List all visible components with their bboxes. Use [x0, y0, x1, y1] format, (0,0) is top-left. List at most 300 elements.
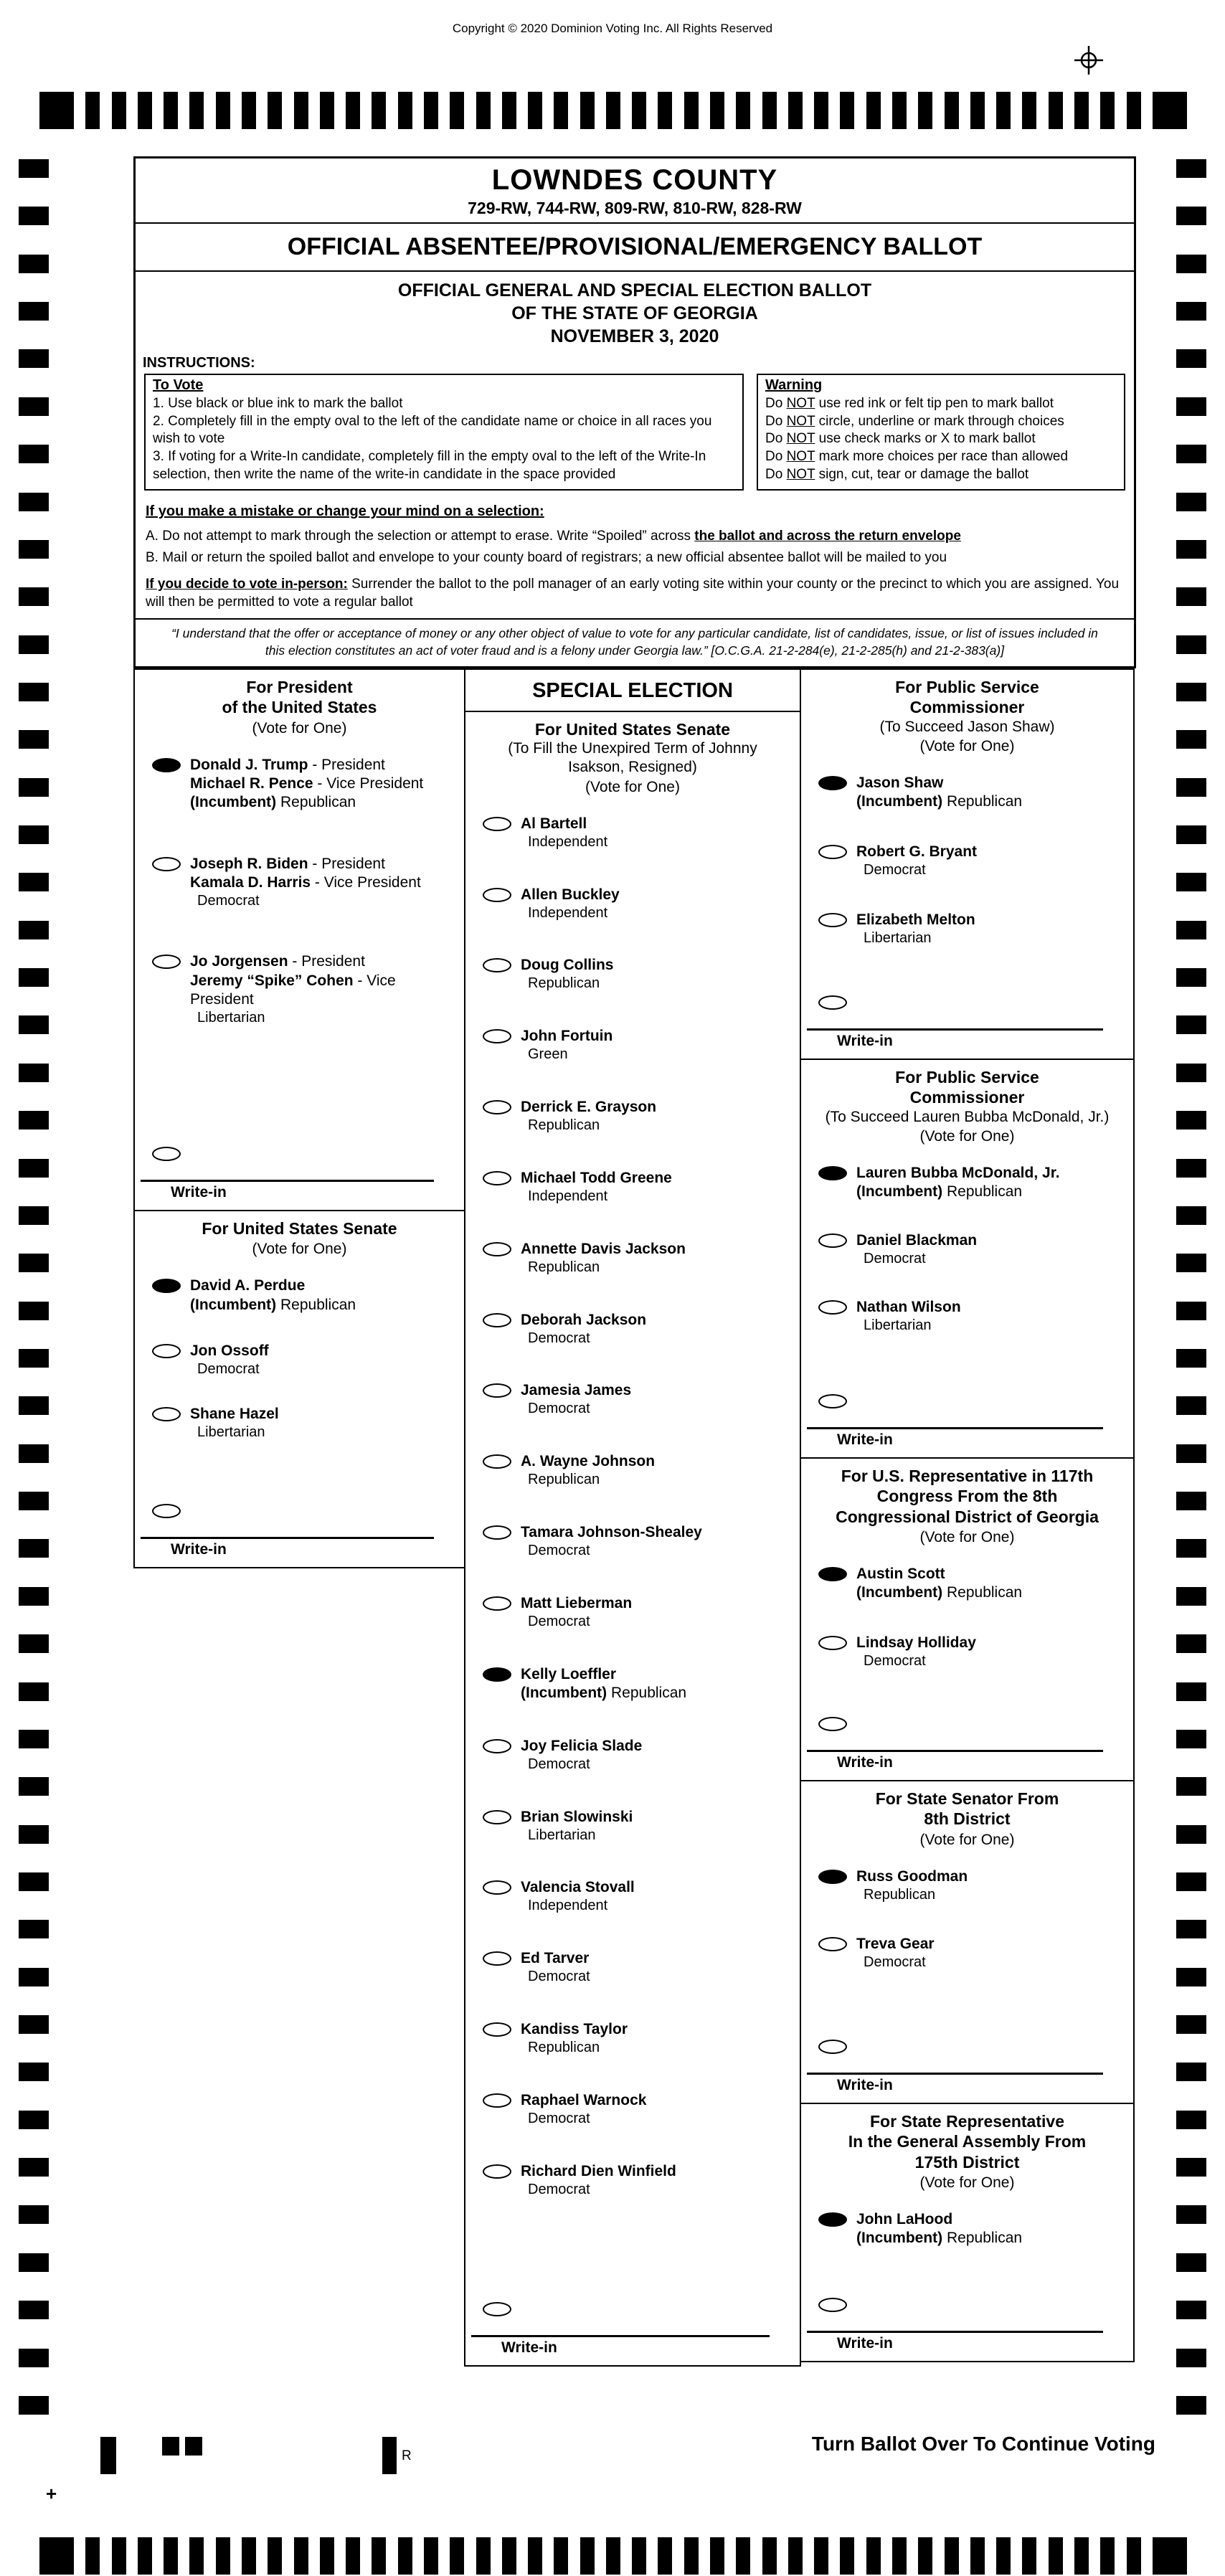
- candidate-info: [521, 2162, 676, 2199]
- timing-mark: [19, 255, 49, 273]
- timing-mark: [320, 92, 334, 129]
- race-title-line: In the General Assembly From: [848, 2132, 1087, 2151]
- candidate-party: Libertarian: [528, 1827, 596, 1843]
- timing-mark: [918, 92, 932, 129]
- candidate-name-line: (Incumbent) Republican: [856, 1183, 1023, 1201]
- ballot-code-mark: [185, 2437, 202, 2456]
- write-in-oval[interactable]: [152, 1147, 181, 1161]
- candidate-name-line: David A. Perdue: [190, 1277, 306, 1294]
- candidate-name-line: Russ Goodman: [856, 1867, 968, 1885]
- candidate-info: [521, 1452, 655, 1489]
- timing-mark: [372, 92, 386, 129]
- registration-plus-mark: +: [46, 2483, 57, 2504]
- race-title-line: For U.S. Representative in 117th: [841, 1467, 1094, 1486]
- timing-mark: [19, 1539, 49, 1558]
- write-in-line[interactable]: [807, 2073, 1103, 2075]
- timing-mark: [1049, 2537, 1063, 2575]
- candidate-party: Republican: [528, 1117, 600, 1134]
- mistake-step-b: B. Mail or return the spoiled ballot and envelope to your county board of registrars; a new official absentee ballot will be mailed to you: [146, 550, 947, 566]
- timing-mark: [19, 1587, 49, 1606]
- timing-mark: [19, 683, 49, 701]
- candidate-oval[interactable]: [818, 1870, 847, 1884]
- candidate-info: [521, 1878, 635, 1915]
- candidate-info: [521, 2020, 628, 2057]
- timing-mark: [658, 92, 672, 129]
- timing-mark: [112, 92, 126, 129]
- timing-mark: [554, 2537, 568, 2575]
- write-in-line[interactable]: [807, 1028, 1103, 1031]
- candidate-party: Independent: [528, 1188, 608, 1204]
- timing-mark: [996, 92, 1011, 129]
- timing-mark: [19, 2349, 49, 2367]
- candidate-name-line: Michael Todd Greene: [521, 1169, 672, 1186]
- candidate-oval[interactable]: [483, 817, 511, 831]
- write-in-line[interactable]: [141, 1537, 434, 1539]
- candidate-oval[interactable]: [483, 1383, 511, 1398]
- race-header: [801, 670, 1133, 755]
- timing-mark: [19, 1159, 49, 1178]
- candidate-oval[interactable]: [483, 2022, 511, 2037]
- candidate-name-line: John Fortuin: [521, 1028, 613, 1045]
- candidate-row: [152, 1342, 460, 1378]
- to-vote-instruction: 3. If voting for a Write-In candidate, completely fill in the empty oval to the left of the Write-In selection, then write the name of the write-in candidate in the space provided: [153, 449, 706, 482]
- timing-mark: [19, 445, 49, 463]
- spacer: [801, 1701, 1133, 1715]
- candidate-oval[interactable]: [483, 1029, 511, 1043]
- timing-mark: [1176, 1111, 1206, 1130]
- timing-mark: [996, 2537, 1011, 2575]
- candidate-name-line: (Incumbent) Republican: [856, 1583, 1023, 1601]
- timing-mark: [346, 2537, 360, 2575]
- write-in-line[interactable]: [807, 1750, 1103, 1752]
- timing-mark: [268, 92, 282, 129]
- timing-mark: [1153, 2537, 1187, 2575]
- candidate-party: Libertarian: [864, 1317, 932, 1334]
- ballot-column-3: [800, 668, 1135, 2362]
- timing-mark: [19, 968, 49, 987]
- candidate-party: Democrat: [864, 1652, 926, 1669]
- vote-for-instruction: (Vote for One): [919, 738, 1015, 755]
- candidate-name-line: Nathan Wilson: [856, 1299, 961, 1316]
- candidate-name-line: (Incumbent) Republican: [190, 793, 356, 810]
- candidate-info: [856, 843, 977, 879]
- candidate-name-line: Jamesia James: [521, 1382, 632, 1399]
- candidate-name-line: (Incumbent) Republican: [856, 793, 1023, 810]
- timing-mark: [788, 92, 803, 129]
- candidate-oval[interactable]: [818, 2212, 847, 2227]
- candidate-name-line: Ed Tarver: [521, 1950, 590, 1967]
- write-in-row: [818, 2296, 1129, 2312]
- timing-mark: [398, 92, 412, 129]
- race-header: [801, 1781, 1133, 1848]
- write-in-oval[interactable]: [818, 995, 847, 1010]
- warning-title: Warning: [765, 377, 823, 393]
- timing-mark: [1176, 1349, 1206, 1368]
- candidate-name-line: Al Bartell: [521, 815, 587, 832]
- candidate-info: [856, 1867, 968, 1904]
- candidate-party: Democrat: [528, 2110, 590, 2126]
- timing-mark: [19, 1634, 49, 1653]
- race: [465, 712, 800, 2365]
- write-in-line[interactable]: [807, 1427, 1103, 1429]
- precinct-list: 729-RW, 744-RW, 809-RW, 810-RW, 828-RW: [468, 199, 802, 217]
- write-in-oval[interactable]: [483, 2302, 511, 2316]
- candidate-row: [483, 2162, 795, 2199]
- timing-mark: [242, 92, 256, 129]
- candidate-name-line: Kandiss Taylor: [521, 2021, 628, 2038]
- warning-instruction: Do NOT sign, cut, tear or damage the ballot: [765, 466, 1029, 482]
- write-in-line[interactable]: [471, 2335, 770, 2337]
- timing-mark: [945, 92, 959, 129]
- timing-mark: [19, 2111, 49, 2129]
- timing-mark: [1176, 1587, 1206, 1606]
- timing-mark: [19, 2063, 49, 2081]
- candidate-oval[interactable]: [818, 1233, 847, 1248]
- timing-mark: [1176, 1825, 1206, 1844]
- spacer: [801, 1365, 1133, 1393]
- timing-mark: [502, 92, 516, 129]
- timing-mark: [710, 2537, 724, 2575]
- candidate-oval[interactable]: [483, 1454, 511, 1469]
- candidate-row: [483, 1169, 795, 1206]
- timing-mark: [19, 1302, 49, 1320]
- timing-mark: [1176, 349, 1206, 368]
- race: [800, 2103, 1135, 2362]
- timing-mark: [892, 2537, 907, 2575]
- candidate-oval[interactable]: [818, 776, 847, 790]
- vote-for-instruction: (Vote for One): [252, 1241, 347, 1258]
- mistake-heading: If you make a mistake or change your mind on a selection:: [146, 503, 544, 520]
- candidate-party: Republican: [864, 1886, 936, 1903]
- timing-mark: [1100, 92, 1115, 129]
- write-in-row: [818, 1392, 1129, 1408]
- timing-mark: [1176, 2111, 1206, 2129]
- candidate-oval[interactable]: [818, 1937, 847, 1951]
- candidate-name-line: Daniel Blackman: [856, 1232, 978, 1249]
- candidate-oval[interactable]: [483, 1667, 511, 1682]
- race-title-line: Congressional District of Georgia: [836, 1507, 1099, 1526]
- timing-mark: [1176, 635, 1206, 654]
- timing-mark: [1176, 493, 1206, 511]
- candidate-info: [521, 1523, 702, 1560]
- write-in-oval[interactable]: [818, 1717, 847, 1731]
- race-header: [135, 670, 464, 737]
- race-title-line: Commissioner: [909, 1088, 1025, 1107]
- candidate-oval[interactable]: [152, 857, 181, 871]
- candidate-oval[interactable]: [483, 1313, 511, 1327]
- timing-mark: [19, 207, 49, 225]
- race: [800, 668, 1135, 1060]
- candidate-party: Republican: [528, 1472, 600, 1488]
- candidate-oval[interactable]: [818, 1636, 847, 1650]
- candidate-oval[interactable]: [483, 2164, 511, 2179]
- timing-mark: [164, 92, 178, 129]
- timing-mark: [19, 1920, 49, 1938]
- race-header: [465, 712, 800, 795]
- candidate-oval[interactable]: [483, 1739, 511, 1753]
- candidate-party: Democrat: [528, 1613, 590, 1629]
- race-title-line: Commissioner: [909, 698, 1025, 717]
- timing-mark: [294, 92, 308, 129]
- timing-mark: [1176, 1254, 1206, 1272]
- candidate-row: [483, 1665, 795, 1703]
- write-in-label: Write-in: [837, 2077, 893, 2094]
- timing-mark: [424, 92, 438, 129]
- ballot-code-mark: [382, 2437, 397, 2474]
- candidate-oval[interactable]: [152, 1407, 181, 1421]
- candidate-oval[interactable]: [152, 758, 181, 772]
- candidate-row: [483, 2091, 795, 2128]
- write-in-oval[interactable]: [818, 2298, 847, 2312]
- spacer: [135, 1069, 464, 1145]
- county-name: LOWNDES COUNTY: [491, 164, 778, 196]
- timing-mark: [19, 397, 49, 416]
- candidate-party: Democrat: [528, 1969, 590, 1985]
- timing-mark: [1176, 1396, 1206, 1415]
- candidate-oval[interactable]: [483, 1951, 511, 1966]
- instruction-boxes: [144, 374, 1125, 491]
- timing-mark: [476, 92, 491, 129]
- candidate-oval[interactable]: [483, 1880, 511, 1895]
- candidate-row: [483, 1949, 795, 1986]
- timing-mark: [39, 2537, 74, 2575]
- candidate-name-line: A. Wayne Johnson: [521, 1453, 656, 1470]
- candidate-oval[interactable]: [483, 1596, 511, 1611]
- timing-mark: [1176, 1730, 1206, 1748]
- timing-mark: [788, 2537, 803, 2575]
- candidate-party: Democrat: [197, 1360, 260, 1377]
- timing-mark: [19, 635, 49, 654]
- candidate-info: [521, 956, 614, 993]
- candidate-row: [152, 1277, 460, 1314]
- candidate-oval[interactable]: [818, 1166, 847, 1180]
- timing-mark: [554, 92, 568, 129]
- ballot-code-mark: [162, 2437, 179, 2456]
- candidate-oval[interactable]: [818, 913, 847, 927]
- write-in-label: Write-in: [837, 1754, 893, 1771]
- candidate-oval[interactable]: [818, 1300, 847, 1315]
- timing-mark: [19, 921, 49, 939]
- timing-mark: [1176, 302, 1206, 321]
- candidate-info: [521, 1169, 672, 1206]
- timing-mark: [970, 92, 985, 129]
- ballot-columns: [133, 668, 1136, 2367]
- timing-mark: [528, 2537, 542, 2575]
- timing-mark: [138, 92, 152, 129]
- timing-mark: [1176, 873, 1206, 891]
- timing-mark: [1127, 2537, 1141, 2575]
- candidate-oval[interactable]: [152, 1344, 181, 1358]
- candidate-name-line: Matt Lieberman: [521, 1594, 633, 1611]
- candidate-name-line: Lindsay Holliday: [856, 1634, 976, 1651]
- candidate-info: [521, 1098, 656, 1135]
- timing-mark: [216, 2537, 230, 2575]
- candidate-row: [818, 1298, 1129, 1335]
- timing-mark: [19, 873, 49, 891]
- candidate-name-line: Joseph R. Biden - President: [190, 855, 385, 872]
- timing-mark: [1176, 825, 1206, 844]
- timing-mark: [1176, 1539, 1206, 1558]
- timing-mark: [580, 92, 595, 129]
- race: [800, 1059, 1135, 1459]
- candidate-row: [152, 756, 460, 812]
- candidate-oval[interactable]: [483, 888, 511, 902]
- timing-mark: [866, 2537, 881, 2575]
- write-in-oval[interactable]: [818, 2040, 847, 2054]
- timing-mark: [1153, 92, 1187, 129]
- candidate-party: Democrat: [864, 1954, 926, 1971]
- timing-mark: [398, 2537, 412, 2575]
- candidate-party: Independent: [528, 1898, 608, 1914]
- timing-mark: [1176, 2063, 1206, 2081]
- timing-mark: [1176, 778, 1206, 797]
- timing-mark: [1176, 1634, 1206, 1653]
- timing-mark: [19, 2396, 49, 2415]
- timing-mark: [632, 2537, 646, 2575]
- timing-mark: [1176, 445, 1206, 463]
- candidate-oval[interactable]: [818, 845, 847, 859]
- candidate-info: [521, 1665, 686, 1703]
- timing-mark: [1074, 2537, 1089, 2575]
- timing-mark: [1022, 92, 1036, 129]
- write-in-label: Write-in: [837, 1033, 893, 1050]
- candidate-name-line: Annette Davis Jackson: [521, 1240, 686, 1257]
- candidate-party: Democrat: [528, 1756, 590, 1772]
- timing-mark: [19, 1682, 49, 1701]
- timing-mark: [1176, 1777, 1206, 1796]
- warning-instruction: Do NOT circle, underline or mark through choices: [765, 413, 1064, 429]
- candidate-party: Independent: [528, 904, 608, 921]
- vote-for-instruction: (Vote for One): [919, 1831, 1015, 1848]
- vote-for-instruction: (Vote for One): [585, 778, 680, 795]
- candidate-party: Democrat: [864, 1251, 926, 1267]
- timing-mark: [1176, 730, 1206, 749]
- ballot-column-1: [133, 668, 465, 1568]
- timing-mark: [1176, 1206, 1206, 1225]
- candidate-name-line: Jo Jorgensen - President: [190, 953, 365, 970]
- election-date: NOVEMBER 3, 2020: [550, 326, 719, 346]
- candidate-row: [818, 1164, 1129, 1201]
- candidate-oval[interactable]: [152, 1279, 181, 1293]
- candidate-oval[interactable]: [483, 1100, 511, 1114]
- candidate-name-line: Valencia Stovall: [521, 1879, 635, 1896]
- copyright-notice: Copyright © 2020 Dominion Voting Inc. All Rights Reserved: [452, 22, 773, 35]
- candidate-name-line: Donald J. Trump - President: [190, 756, 385, 773]
- candidate-name-line: Elizabeth Melton: [856, 911, 975, 929]
- candidate-info: [521, 1949, 590, 1986]
- candidate-oval[interactable]: [483, 958, 511, 972]
- candidate-oval[interactable]: [483, 2093, 511, 2108]
- race: [133, 1210, 465, 1568]
- candidate-info: [190, 1405, 279, 1441]
- candidate-row: [818, 911, 1129, 947]
- timing-mark: [372, 2537, 386, 2575]
- candidate-oval[interactable]: [818, 1567, 847, 1581]
- race-header: [801, 1060, 1133, 1145]
- vote-for-instruction: (Vote for One): [919, 1528, 1015, 1545]
- timing-mark: [476, 2537, 491, 2575]
- timing-mark: [1176, 1064, 1206, 1082]
- candidate-row: [483, 1381, 795, 1418]
- write-in-oval[interactable]: [152, 1504, 181, 1518]
- race-title-line: For Public Service: [895, 1068, 1039, 1087]
- candidate-row: [483, 1594, 795, 1631]
- timing-mark: [1176, 1872, 1206, 1891]
- candidate-info: [856, 1634, 976, 1670]
- timing-mark: [216, 92, 230, 129]
- timing-mark: [814, 2537, 828, 2575]
- candidate-oval[interactable]: [483, 1171, 511, 1185]
- candidate-name-line: Allen Buckley: [521, 886, 620, 903]
- timing-mark: [85, 2537, 100, 2575]
- candidate-party: Democrat: [528, 2181, 590, 2197]
- timing-mark: [736, 2537, 750, 2575]
- timing-mark: [866, 92, 881, 129]
- candidate-name-line: (Incumbent) Republican: [521, 1684, 687, 1701]
- candidate-oval[interactable]: [152, 955, 181, 969]
- candidate-party: Democrat: [197, 892, 260, 909]
- timing-mark: [892, 92, 907, 129]
- race-title-line: For President: [246, 678, 353, 697]
- race-title-line: of the United States: [222, 698, 377, 717]
- candidate-oval[interactable]: [483, 1242, 511, 1256]
- election-title: [136, 272, 1134, 349]
- candidate-party: Republican: [528, 1259, 600, 1275]
- candidate-name-line: Joy Felicia Slade: [521, 1737, 643, 1754]
- timing-mark: [1176, 2349, 1206, 2367]
- candidate-oval[interactable]: [483, 1525, 511, 1540]
- timing-mark: [164, 2537, 178, 2575]
- timing-mark: [112, 2537, 126, 2575]
- race-subtitle-line: (To Succeed Lauren Bubba McDonald, Jr.): [825, 1108, 1110, 1125]
- write-in-row: [483, 2300, 795, 2316]
- candidate-party: Republican: [528, 975, 600, 992]
- timing-mark: [1022, 2537, 1036, 2575]
- write-in-line[interactable]: [141, 1180, 434, 1182]
- write-in-label: Write-in: [171, 1184, 227, 1201]
- timing-mark: [1176, 587, 1206, 606]
- timing-mark: [1176, 1492, 1206, 1510]
- candidate-party: Independent: [528, 833, 608, 850]
- timing-mark: [39, 92, 74, 129]
- special-election-section: [464, 668, 801, 2367]
- timing-mark: [658, 2537, 672, 2575]
- candidate-info: [190, 1342, 269, 1378]
- timing-mark: [19, 2301, 49, 2319]
- warning-items: [765, 395, 1117, 483]
- write-in-line[interactable]: [807, 2331, 1103, 2333]
- timing-mark: [19, 778, 49, 797]
- candidate-info: [190, 756, 423, 812]
- race-title-line: Congress From the 8th: [876, 1487, 1058, 1506]
- candidate-name-line: (Incumbent) Republican: [190, 1296, 356, 1313]
- candidate-oval[interactable]: [483, 1810, 511, 1824]
- write-in-oval[interactable]: [818, 1394, 847, 1408]
- candidate-party: Libertarian: [197, 1424, 265, 1441]
- candidate-info: [856, 1231, 977, 1268]
- warning-box: [757, 374, 1125, 491]
- timing-mark: [1176, 159, 1206, 178]
- candidate-row: [152, 952, 460, 1026]
- timing-mark: [19, 825, 49, 844]
- timing-mark: [19, 1444, 49, 1463]
- timing-mark: [1074, 92, 1089, 129]
- candidate-name-line: Shane Hazel: [190, 1406, 279, 1423]
- race-header: [801, 1459, 1133, 1545]
- race-title-line: For State Senator From: [875, 1789, 1059, 1809]
- ballot-code-mark: [100, 2437, 116, 2474]
- candidate-name-line: Jason Shaw: [856, 775, 944, 792]
